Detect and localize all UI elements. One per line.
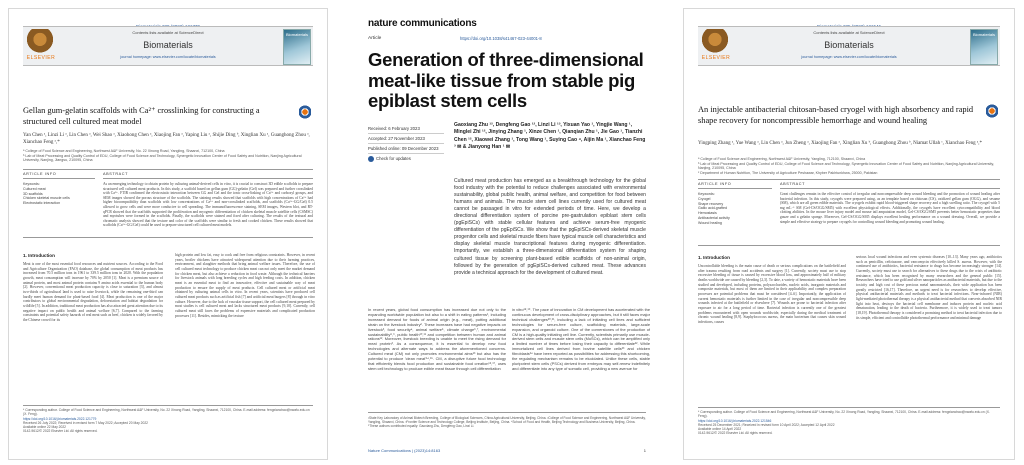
cover-label: Biomaterials [973,32,996,37]
available-online: Available online 14 April 2022 [698,427,742,432]
contents-available: Contents lists available at ScienceDirect [813,30,885,35]
received-dates: Received 25 December 2021; Received in revised form 10 April 2022; Accepted 12 April 2022 [698,422,835,427]
intro-column-left: Meat is one of the most essential food resources and nutrient sources. According to the Food and Agriculture Organization (FAO) database, the global consumption of meat products has increased from 70.5 million tons in 1961 to 339.5 million tons in 2020. With the population growth, meat consumption will increase by 70% by 2050 [1]. Meat is a premium source of animal protein, and most animal protein contains 9 amino acids essential to the human body [2]. However, conventional meat production capacity is close to saturation [3], and almost two-thirds of agricultural land is used to raise livestock, while the remaining one-third can hardly meet human demand for plant-based food [4]. Meat production is one of the major contributors to global environmental degradation, deforestation and habitat degradation for wildlife [5]. In addition, traditional meat production has also attracted great attention due to its negative impact on public health and animal welfare [6,7]. Compared to the farming constraints and potential safety hazards of real meat such as beef, chicken is widely favored by the Chinese crowd for its [23,262,163,322]
affiliation-a: ᵃ College of Food Science and Engineering, Northwest A&F University, Yangling, 712100, Shaanxi, China [698,157,866,161]
abstract-text: Great challenges remain in the effective control of irregular and noncompressible deep wound bleeding and the promotion of wound healing after bacterial infection. In this study, cryogels were prepared using, as an template based on chitosan (CS), oxidized gellan gum (OGG), and sesame (SM), which are all green edible materials. The cryogels exhibit rapid blood-triggered shape recovery and a high swelling ratio. The cryogel with 5 mg mL⁻¹ SM (Gel-CS/OGG/SM5) with excellent physiological effects. Additionally, the cryogels have excellent cytocompatibility and blood clotting abilities. In the mouse liver injury model and mouse tail amputation model, Gel-CS/OGG/SM5 prevents better hemostatic properties than gauze and a gelatin sponge. Moreover, Gel-CS/OGG/SM5 displays excellent healing performance on a wound dressing. Overall, we provide a simple and effective strategy to prepare cryogels for controlling wound bleeding and promoting wound healing. [780,192,1000,224]
affiliation-b: ᵇ Lab of Meat Processing and Quality Control of EDU, College of Food Science and Technology, Synergetic Innovation Center of Food Safety and Nutrition, Nanjing Agricultural University, Nanjing, 210095, China [698,161,995,171]
keyword: Wound healing [698,220,722,225]
affiliations-footnote: ¹State Key Laboratory of Animal Biotech Breeding, College of Biological Sciences, China Agricultural University, Beijing, China. ²College of Food Science and Engineering, Northwest A&F University, Yangling, Shaanxi, China. ³Frontier Science and Technology College, Beijing Institute, Beijing, China. ⁴School of Food and Health, Beijing Technology and Business University, Beijing, China. ⁵These authors contributed equally: Gaoxiang Zhu, Dengfeng Gao, Linzi Li. [368,412,646,429]
page-footer [368,448,646,453]
article-info-heading: ARTICLE INFO [23,172,57,176]
cover-label: Biomaterials [286,32,309,37]
article-title: Generation of three-dimensional meat-like tissue from stable pig epiblast stem cells [368,49,644,111]
check-updates-icon [368,156,374,162]
journal-header [738,30,960,59]
journal-title: Biomaterials [824,40,874,50]
divider [698,179,1000,180]
copyright: 0142-9612/© 2022 Elsevier Ltd. All rights reserved. [23,429,98,434]
introduction-heading: 1. Introduction [698,255,730,260]
article-type: Article [368,36,382,41]
affiliations [23,149,313,163]
footnotes [23,405,313,434]
body-column-right: in vitro¹⁸,¹⁹. The pace of innovation in CM development has accelerated with the continuous development of cross-disciplinary approaches, but it still faces major technical challenges²⁰,²¹, including a lack of initiating cell lines and sufficient technologies for serum-free culture, scaffolding materials, large-scale expansion, and organoid culture. One of the cornerstones of the production of CM is a high-quality initiating cell line. Currently, scientists primarily use muscle-derived stem cells and muscle stem cells (MuSCs), which can be amplified only a limited number of times before losing their capacity to differentiate²². While immortalized cell lines derived from bovine satellite cells²³ and chicken fibroblasts²⁴ have been reported as possibilities for addressing this shortcoming, the regulating mechanism remains to be elucidated. Unlike these cells, stable pluripotent stem cells (PSCs) derived from embryos may self-renew indefinitely and differentiate into any type of somatic cell, providing a new avenue for [512,307,650,371]
check-updates-button[interactable] [368,154,444,163]
doi-link[interactable]: https://doi.org/10.1038/s41467-023-44001-8 [460,36,542,41]
journal-banner [23,26,313,66]
paper-page-gellan-gum [8,8,328,460]
received-dates: Received 26 July 2022; Received in revised form 7 May 2022; Accepted 20 May 2022 [23,420,148,425]
intro-column-right: high protein and low fat, easy to cook and free from religious constraints. However, in recent years, broiler chickens have attracted widespread attention due to their farming practices, environment, and slaughter methods that bring animal welfare issues. Therefore, the use of cell cultured meat technology to produce chicken meat can not only meet the market demand for chicken meat, but also achieve a reduction in food waste. Although the technical barriers for livestock animals with long breeding cycles and high feeding costs. In addition, chicken meat is an essential meat to find an innovative, effective and sustainable way of meat production to ensure the supply of meat products. Cell cultured meat or artificial meat obtained by culturing animal cells in vitro. In recent years, scientists have produced cell cultured meat products such as artificial fish [7] and artificial meat burgers [8] through in vitro culture. However, due to the lack of vascular tissue support, the cell cultured meat prepared by most studies is cell cultured meat and lacks structured meat products [9,10]. Currently, cell cultured meat still faces the problems of expensive materials and complicated production processes [11]. Besides, mimicking the texture [175,253,315,318]
journal-cover-thumbnail [970,29,998,65]
article-title: An injectable antibacterial chitosan-based cryogel with high absorbency and rapid shape recovery for noncompressible hemorrhage and wound healing [698,105,974,125]
divider [698,188,772,189]
page-number: 1 [643,448,646,453]
divider [103,178,313,179]
paper-page-nature-comms [350,8,658,460]
article-title: Gellan gum-gelatin scaffolds with Ca²⁺ crosslinking for constructing a structured cell cultured meat model [23,106,260,126]
keywords-heading: Keywords: [698,192,715,196]
introduction-heading: 1. Introduction [23,253,55,258]
crossmark-icon[interactable] [299,105,311,119]
keyword: Cultured meat [23,186,46,191]
published-date: Published online: 09 December 2023 [368,144,444,154]
copyright: 0142-9612/© 2022 Elsevier Ltd. All rights reserved. [698,431,773,436]
keywords-block [23,182,93,206]
intro-column-left: Uncontrollable bleeding is the main cause of death or serious complications on the battlefield and after trauma resulting from road accidents and surgery [1]. Currently, society must use to stop excessive bleeding of tissue is caused by excessive blood loss, and approximately half of military deaths worldwide are caused by bleeding [2,3]. To date, a variety of hemostatic materials have been studied and developed, including proteins, polysaccharides, nucleic acids, inorganic materials and composite materials, but most of them are limited in their applicability and complex preparation processes are potential problems that must be considered [4–6]. Importantly, the application of current hemostatic materials is further limited in the case of irregular and noncompressible deep wounds infected at the battlefield or elsewhere [7]. Wounds are prone to bacterial infection after exposure to air for a long period of time. Bacterial infection is currently one of the greatest problems encountered with open wounds worldwide, especially during the medical treatment of chronic wound healing [8,9]. Staphylococcus aureus, the main bacterium that causes skin wound infections, causes [698,264,846,324]
author-list: Yan Chen ᵃ, Linzi Li ᵃ, Lin Chen ᵃ, Wei Shao ᵃ, Xiaohong Chen ᵃ, Xiaojing Fan ᵃ, Yaping Liu ᵃ, Shijie Ding ᵇ, Xinglian Xu ᵃ, Guanghong Zhou ᵃ, Xianchao Feng ᵃ,* [23,133,310,145]
affiliation-c: ᶜ Department of Human Nutrition, The University of Agriculture Peshawar, Khyber Pakhtunkhwa, 25000, Pakistan [698,170,878,175]
check-updates-label: Check for updates [376,156,411,161]
author-list: Yingping Zhang ᵃ, Yue Wang ᵃ, Lin Chen ᵃ, Jun Zheng ᵃ, Xiaojing Fan ᵃ, Xinglian Xu ᵇ, Guanghong Zhou ᵇ, Niamat Ullah ᶜ, Xianchao Feng ᵃ,* [698,141,982,146]
author-list: Gaoxiang Zhu ¹², Dengfeng Gao ¹², Linzi Li ¹³, Yixuan Yao ¹, Yingjie Wang ¹, Minglei Zhi ¹², Jinying Zhang ¹, Xinze Chen ¹, Qianqian Zhu ¹, Jie Gao ¹, Tianzhi Chen ¹², Xiaowei Zhang ¹, Tong Wang ¹, Suying Cao ⁴, Aijin Ma ¹, Xianchao Feng ³ ✉ & Jianyong Han ¹ ✉ [454,122,646,150]
keyword: Chicken skeletal muscle cells [23,196,70,201]
abstract-heading: ABSTRACT [780,182,806,186]
elsevier-logo [700,29,732,65]
body-column-left: In recent years, global food consumption has increased due not only to the expanding worldwide population but also to a shift in eating patterns¹, including increased demand for foods of animal origin (e.g., meat), putting additional strain on the livestock industry². These increases have had negative impacts on livestock³, food security⁴, animal welfare⁵, climate change⁶,⁷, environmental sustainability⁸,⁹, public health¹⁰,¹¹ and competition between human and animal rations¹². Moreover, livestock breeding is unable to meet the rising demand for meat protein³. As a consequence, it is essential to develop new food technologies and alternate ways to address the aforementioned concerns. Cultured meat (CM) not only promotes environmental aims¹³ but also has the potential to produce 'clean meat'¹⁴,¹⁵. CM, a disruptive future food technology that efficiently blends food production and sustainable food creation¹⁶,¹⁷, uses stem cell technology to produce edible meat tissue through cell differentiation [368,307,506,371]
keywords-block [698,192,770,226]
elsevier-tree-icon [25,29,55,55]
keyword: Gallic acid-grafted [698,206,727,211]
article-dates [368,124,444,163]
journal-banner [698,26,1000,66]
keyword: Electrostatic interaction [23,201,61,206]
corresponding-author-note: * Corresponding author. College of Food Science and Engineering, Northwest A&F University, No. 22 Xinong Road, Yangling, Shaanxi, 712100, China. E-mail address: fengxianchao@nwafu.edu.cn (X. Feng). [23,408,310,417]
accepted-date: Accepted: 27 November 2023 [368,134,444,144]
doi-link[interactable]: https://doi.org/10.1016/j.biomaterials.2022.121779 [23,416,97,421]
publisher-name: ELSEVIER [26,55,56,61]
crossmark-icon[interactable] [986,104,998,118]
keyword: Antibacterial activity [698,215,730,220]
elsevier-logo [25,29,57,65]
footer-journal: Nature Communications | (2023)14:8163 [368,448,441,453]
journal-header [63,30,273,59]
paper-page-chitosan-cryogel [683,8,1015,460]
publisher-name: ELSEVIER [701,55,731,61]
footnotes [698,407,1000,436]
journal-title: nature communications [368,18,477,29]
contents-available: Contents lists available at ScienceDirect [132,30,204,35]
keyword: Cryogel [698,196,711,201]
available-online: Available online 22 May 2022 [23,425,67,430]
affiliation-b: ᵇ Lab of Meat Processing and Quality Control of EDU, College of Food Science and Technology, Synergetic Innovation Center of Food Safety and Nutrition, Nanjing Agricultural University, Nanjing, Jiangsu, 210095, China [23,153,302,163]
corresponding-author-note: * Corresponding author. College of Food Science and Engineering, Northwest A&F University, No. 22 Xinong Road, Yangling, Shaanxi, 712100, China. E-mail address: fengxianchao@nwafu.edu.cn (X. Feng). [698,410,990,419]
received-date: Received: 6 February 2023 [368,124,444,134]
article-info-heading: ARTICLE INFO [698,182,732,186]
affiliation-a: ᵃ College of Food Science and Engineering, Northwest A&F University, No. 22 Xinong Road, Yangling, Shaanxi, 712100, China [23,149,225,153]
affiliations [698,157,1000,175]
keywords-heading: Keywords: [23,182,40,186]
intro-column-right: serious local wound infections and even systemic diseases [10–13]. Many years ago, antibiotics such as penicillin, ceftriaxone, and vancomycin effectively killed S. aureus. However, with the continued use of antibiotics, bacterial resistance to drugs has become increasingly stronger [14]. Currently, society must use to search for alternatives to these drugs due to the crisis of antibiotic resistance, which has been recognized by many researchers and the general public [15]. Researchers have tried to use gold and silver nanoparticles as antibacterial materials, but due to the toxicity and high cost of these precious metal nanomaterials, their wide application has been greatly restricted [16,17]. Therefore, an urgent need is for researchers to develop effective, physical antibacterial materials and methods to treat bacterial infections. Near-infrared (NIR) light-mediated photothermal therapy is a physical antibacterial method that converts absorbed NIR light into heat, destroys the bacterial cell membrane and induces protein and nucleic acid denaturation, leading to the death of bacteria. Furthermore, it is widely used to treat tumors [18,19]. Photothermal therapy is considered a promising method to treat bacterial infection due to its simple, efficient and controllable photothermal performance and minimal damage [856,255,1003,320]
divider [780,188,1000,189]
journal-cover-thumbnail [283,29,311,65]
divider [23,237,313,238]
abstract-text: As an emerging technology to obtain protein by culturing animal-derived cells in vitro, it is crucial to construct 3D edible scaffolds to prepare structured cell cultured meat products. In this study, a scaffold based on gellan gum (GG)-gelatin (Gel) was prepared and further crosslinked with Ca²⁺. FTIR confirmed the electrostatic interaction between GG and Gel and the ionic cross-linking of Ca²⁺ and carboxyl groups, and SEM images showed the porous structure of the scaffolds. The staining results showed that scaffolds with high concentrations of Ca²⁺ had higher biocompatibility than scaffolds with low concentrations of Ca²⁺ and non-crosslinked scaffolds, and scaffolds (Ca²⁺-GG/Gel) 0.5 allowed to grow cells and were more conducive to cell spreading. The immunofluorescence staining, SEM images, Western blot, and RT-qPCR showed that the scaffolds supported the proliferation and myogenic differentiation of chicken skeletal muscle satellite cells (CSMSC) and myotubes were formed in the scaffolds. Finally, the scaffolds were stained and fixed after culturing. The results of the textural and chromatic analysis showed that the texture and color of the scaffolds were similar to fresh and cooked chicken. These results showed that scaffolds (Ca²⁺-GG/Gel) could be used to prepare structured cell cultured meat models. [103,182,313,228]
abstract-heading: ABSTRACT [103,172,129,176]
journal-homepage-link[interactable]: journal homepage: www.elsevier.com/locate/biomaterials [120,55,216,59]
keyword: 3D scaffolds [23,191,43,196]
keyword: Shape recovery [698,201,724,206]
keyword: Hemostasis [698,211,717,216]
doi-link[interactable]: https://doi.org/10.1016/j.biomaterials.2022.121546 [698,418,772,423]
journal-homepage-link[interactable]: journal homepage: www.elsevier.com/locate/biomaterials [801,55,897,59]
divider [23,178,95,179]
journal-title: Biomaterials [143,40,193,50]
divider [23,169,313,170]
divider [698,245,1000,246]
elsevier-tree-icon [700,29,730,55]
abstract-text: Cultured meat production has emerged as a breakthrough technology for the global food industry with the potential to reduce challenges associated with environmental sustainability, global public health, animal welfare, and competition for food between humans and animals. The muscle stem cell lines currently used for cultured meat cannot be passaged in vitro for extended periods of time. Here, we develop a directional differentiation system of porcine pre-gastrulation epiblast stem cells (pgEpiSCs) with stable cellular features and achieve serum-free myogenic differentiation of the pgEpiSCs. We show that the pgEpiSCs-derived skeletal muscle progenitor cells and skeletal muscle fibers have typical muscle cell characteristics and display skeletal muscle transcriptional features during myogenic differentiation. Importantly, we establish a three-dimensional differentiation system for shaping cultured tissue by screening plant-based edible scaffolds of non-animal origin, followed by the generation of pgEpiSCs-derived cultured meat. These advances provide a technical approach for the development of cultured meat. [454,178,646,276]
